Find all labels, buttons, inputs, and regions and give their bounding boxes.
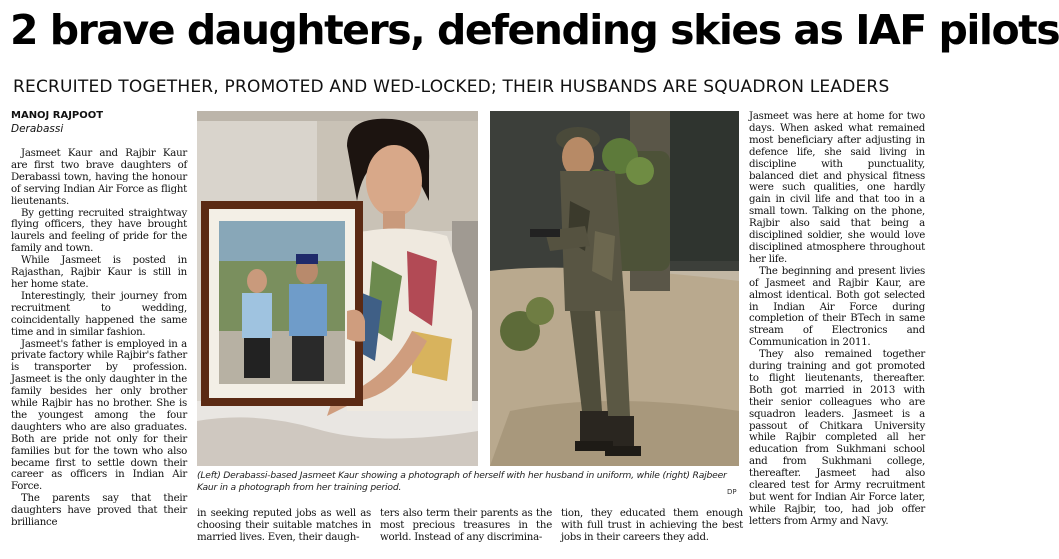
byline-author: MANOJ RAJPOOT: [11, 110, 104, 121]
paragraph: The parents say that their daughters have proved that their brilliance: [11, 493, 187, 529]
photo-credit: DP: [727, 488, 737, 496]
paragraph: tion, they educated them enough with full trust in achieving the best jobs in their careers they add.: [561, 508, 743, 543]
paragraph: While Jasmeet is posted in Rajasthan, Rajbir Kaur is still in her home state.: [11, 255, 187, 290]
paragraph: ters also term their parents as the most precious treasures in the world. Instead of any discrimina-: [380, 508, 552, 543]
headline: 2 brave daughters, defending skies as IAF pilots: [10, 6, 1059, 54]
article-column-5: [749, 111, 925, 558]
byline-place: Derabassi: [11, 123, 64, 135]
paragraph: By getting recruited straightway flying officers, they have brought laurels and feeling of pride for the family and town.: [11, 207, 187, 255]
photo-caption: (Left) Derabassi-based Jasmeet Kaur showing a photograph of herself with her husband in uniform, while (right) Rajbeer Kaur in a photograph from her training period.: [197, 470, 727, 493]
subheadline: RECRUITED TOGETHER, PROMOTED AND WED-LOCKED; THEIR HUSBANDS ARE SQUADRON LEADERS: [13, 77, 890, 97]
article-column-1: [11, 148, 187, 558]
article-column-3: [380, 508, 552, 558]
article-column-4: [561, 508, 743, 558]
paragraph: Interestingly, their journey from recruitment to wedding, coincidentally happened the same time and in similar fashion.: [11, 290, 187, 338]
paragraph: Jasmeet Kaur and Rajbir Kaur are first two brave daughters of Derabassi town, having the honour of serving Indian Air Force as flight lieutenants.: [11, 148, 187, 207]
article-column-2: [197, 508, 371, 558]
paragraph: Jasmeet was here at home for two days. When asked what remained most beneficiary after adjusting in defence life, she said living in discipline with punctuality, balanced diet and physical fitness were such qualities, one hardly gain in civil life and that too in a small town. Talking on the phone, Rajbir also said that being a disciplined soldier, she would love disciplined atmosphere throughout her life.: [749, 111, 925, 265]
paragraph: in seeking reputed jobs as well as choosing their suitable matches in married lives. Even, their daugh-: [197, 508, 371, 543]
photo-rajbir-training: [490, 111, 739, 466]
photo-jasmeet-with-frame: [197, 111, 478, 466]
paragraph: The beginning and present livies of Jasmeet and Rajbir Kaur, are almost identical. Both got selected in Indian Air Force during completion of their BTech in same stream of Electronics and Communication in 2011.: [749, 265, 925, 349]
paragraph: They also remained together during training and got promoted to flight lieutenants, thereafter. Both got married in 2013 with their senior colleagues who are squadron leaders. Jasmeet is a passout of Chitkara University while Rajbir completed all her education from Sukhmani school and from Sukhmani college, thereafter. Jasmeet had also cleared test for Army recruitment but went for Indian Air Force later, while Rajbir, too, had job offer letters from Army and Navy.: [749, 349, 925, 527]
paragraph: Jasmeet's father is employed in a private factory while Rajbir's father is transporter by profession. Jasmeet is the only daughter in the family besides her only brother while Rajbir has no brother. She is the youngest among the four daughters who are also graduates. Both are pride not only for their families but for the town who also became first to settle down their career as officers in Indian Air Force.: [11, 338, 187, 493]
